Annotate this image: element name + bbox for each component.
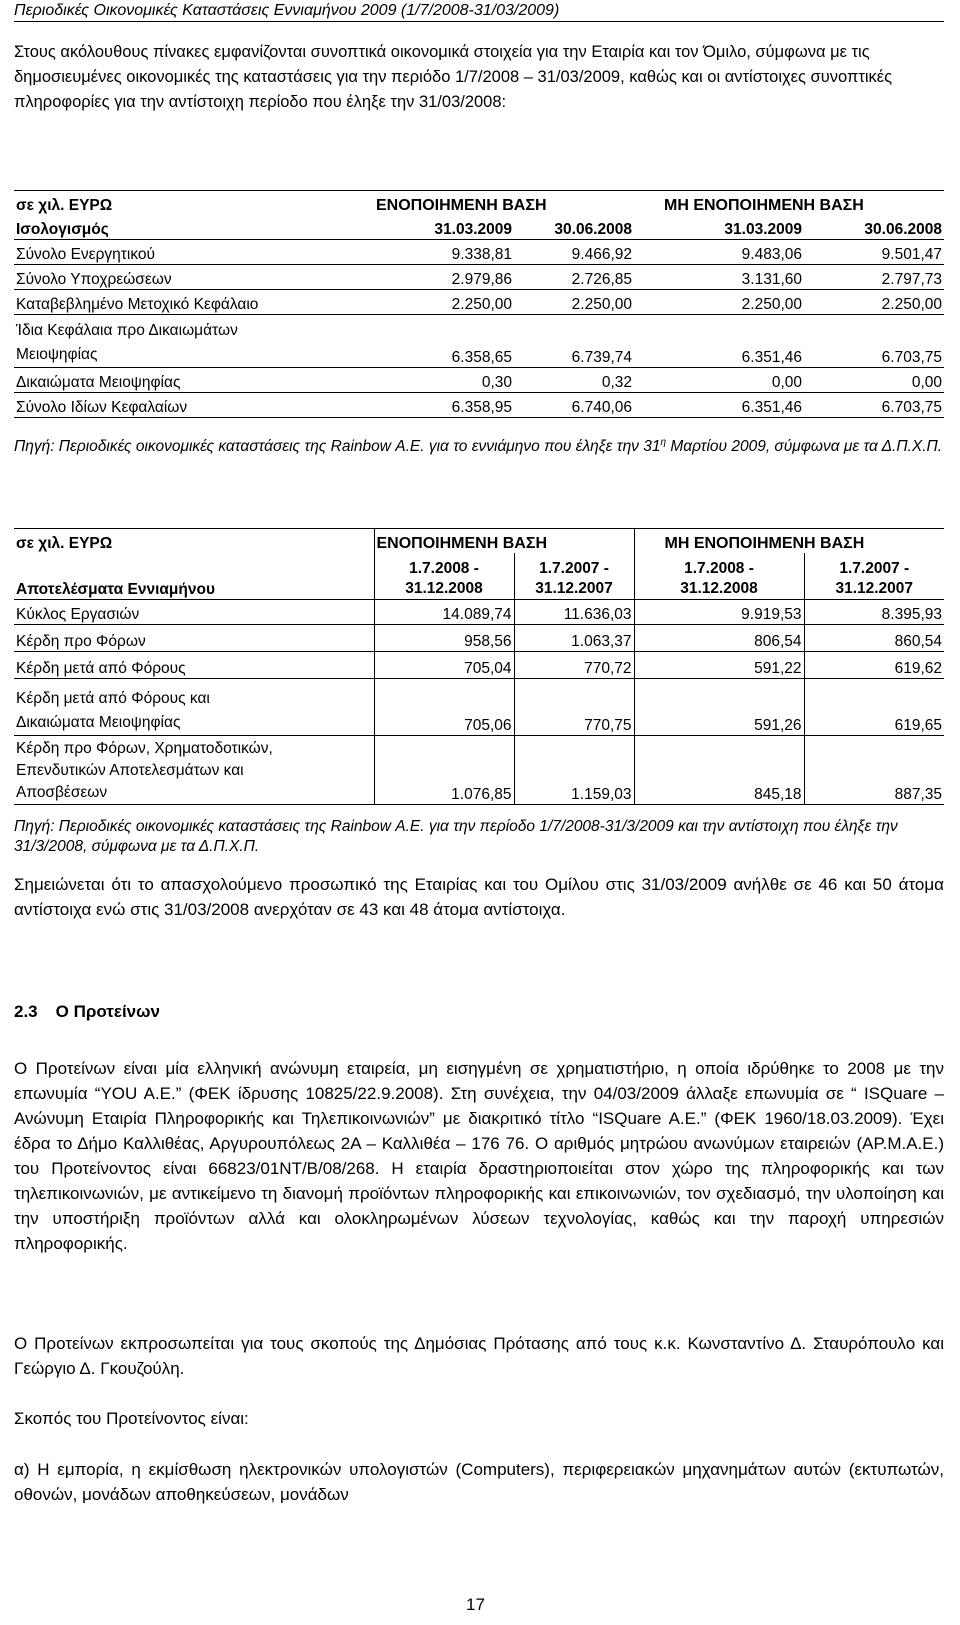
cell-value: 1.076,85 (374, 736, 514, 805)
section-number: 2.3 (14, 1002, 38, 1021)
cell-value: 2.797,73 (804, 265, 944, 290)
company-description-paragraph: Ο Προτείνων είναι μία ελληνική ανώνυμη εταιρεία, μη εισηγμένη σε χρηματιστήριο, η οποία ιδρύθηκε το 2008 με την επωνυμία “YOU A.E.” (ΦΕΚ ίδρυσης 10825/22.9.2008). Στη συνέχεια, την 04/03/2009 άλλαξε επωνυμία σε “ ISQuare – Ανώνυμη Εταιρία Πληροφορικής και Τηλεπικοινωνιών” με διακριτικό τίτλο “ISQuare A.E.” (ΦΕΚ 1960/18.03.2009). Έχει έδρα το Δήμο Καλλιθέας, Αργυρουπόλεως 2Α – Καλλιθέα – 176 76. Ο αριθμός μητρώου ανωνύμων εταιρειών (ΑΡ.Μ.Α.Ε.) του Προτείνοντος είναι 66823/01ΝΤ/Β/08/268. Η εταιρία δραστηριοποιείται στον χώρο της πληροφορικής και των τηλεπικοινωνιών, με αντικείμενο τη διανομή προϊόντων πληροφορικής και επικοινωνιών, τον σχεδιασμό, την υλοποίηση και την υποστήριξη προϊόντων αλλά και ολοκληρωμένων λύσεων τεχνολογίας, καθώς και την παροχή υπηρεσιών πληροφορικής. (14, 1059, 944, 1253)
cell-value: 806,54 (634, 625, 804, 652)
cell-value: 958,56 (374, 625, 514, 652)
column-header: 31.03.2009 (374, 215, 514, 240)
column-header (634, 553, 804, 600)
row-label: Καταβεβλημένο Μετοχικό Κεφάλαιο (14, 290, 374, 315)
column-header-line: 31.12.2008 (405, 580, 483, 597)
cell-value: 2.250,00 (804, 290, 944, 315)
cell-value: 1.159,03 (514, 736, 634, 805)
table-row (14, 679, 944, 736)
cell-value: 0,30 (374, 368, 514, 393)
cell-value: 2.250,00 (514, 290, 634, 315)
cell-value: 6.358,95 (374, 393, 514, 418)
cell-value: 6.703,75 (804, 315, 944, 368)
table-row (14, 290, 944, 315)
column-header-line: 31.12.2007 (835, 580, 914, 597)
representation-paragraph: Ο Προτείνων εκπροσωπείται για τους σκοπούς της Δημόσιας Πρότασης από τους κ.κ. Κωνσταντίνο Δ. Σταυρόπουλο και Γεώργιο Δ. Γκουζούλη. (14, 1334, 944, 1378)
group-non-consolidated-header: ΜΗ ΕΝΟΠΟΙΗΜΕΝΗ ΒΑΣΗ (634, 191, 944, 216)
column-header (804, 553, 944, 600)
column-header-line: 1.7.2007 - (539, 560, 609, 577)
row-label: Σύνολο Ιδίων Κεφαλαίων (14, 393, 374, 418)
cell-value: 6.740,06 (514, 393, 634, 418)
cell-value: 591,22 (634, 652, 804, 679)
table-row (14, 600, 944, 625)
group-non-consolidated-header: ΜΗ ΕΝΟΠΟΙΗΜΕΝΗ ΒΑΣΗ (634, 529, 944, 554)
cell-value: 6.703,75 (804, 393, 944, 418)
section-title: Ο Προτείνων (55, 1002, 160, 1021)
row-label-line: Κέρδη προ Φόρων, Χρηματοδοτικών, (16, 740, 273, 757)
source-text: Πηγή: Περιοδικές οικονομικές καταστάσεις της Rainbow Α.Ε. για το εννιάμηνο που έληξε την 31 (14, 438, 661, 456)
unit-label: σε χιλ. ΕΥΡΩ (14, 191, 374, 216)
cell-value: 9.919,53 (634, 600, 804, 625)
row-label (14, 679, 374, 736)
row-label-line: Ίδια Κεφάλαια προ Δικαιωμάτων (16, 322, 238, 339)
column-header: 30.06.2008 (804, 215, 944, 240)
cell-value: 591,26 (634, 679, 804, 736)
table-row (14, 393, 944, 418)
cell-value: 619,65 (804, 679, 944, 736)
row-label (14, 315, 374, 368)
column-header-line: 1.7.2008 - (409, 560, 479, 577)
cell-value: 2.726,85 (514, 265, 634, 290)
column-header (514, 553, 634, 600)
cell-value: 9.466,92 (514, 240, 634, 265)
cell-value: 845,18 (634, 736, 804, 805)
cell-value: 619,62 (804, 652, 944, 679)
column-header-line: 31.12.2008 (680, 580, 758, 597)
cell-value: 11.636,03 (514, 600, 634, 625)
table-row (14, 265, 944, 290)
staff-note-paragraph: Σημειώνεται ότι το απασχολούμενο προσωπικό της Εταιρίας και του Ομίλου στις 31/03/2009 ανήλθε σε 46 και 50 άτομα αντίστοιχα ενώ στις 31/03/2008 ανερχόταν σε 43 και 48 άτομα αντίστοιχα. (14, 875, 944, 919)
column-header-line: 1.7.2007 - (839, 560, 910, 577)
cell-value: 0,00 (804, 368, 944, 393)
cell-value: 9.338,81 (374, 240, 514, 265)
purpose-intro-paragraph: Σκοπός του Προτείνοντος είναι: (14, 1409, 249, 1428)
cell-value: 0,00 (634, 368, 804, 393)
source-superscript: η (660, 437, 667, 448)
page-number: 17 (466, 1595, 485, 1614)
group-consolidated-header: ΕΝΟΠΟΙΗΜΕΝΗ ΒΑΣΗ (374, 191, 634, 216)
cell-value: 860,54 (804, 625, 944, 652)
cell-value: 2.979,86 (374, 265, 514, 290)
cell-value: 0,32 (514, 368, 634, 393)
row-label (14, 736, 374, 805)
cell-value: 9.483,06 (634, 240, 804, 265)
intro-paragraph: Στους ακόλουθους πίνακες εμφανίζονται συνοπτικά οικονομικά στοιχεία για την Εταιρία και τον Όμιλο, σύμφωνα με τις δημοσιευμένες οικονομικές της καταστάσεις για την περιόδο 1/7/2008 – 31/03/2009, καθώς και οι αντίστοιχες συνοπτικές πληροφορίες για την αντίστοιχη περίοδο που έληξε την 31/03/2008: (14, 43, 893, 111)
cell-value: 9.501,47 (804, 240, 944, 265)
cell-value: 6.351,46 (634, 393, 804, 418)
table-row (14, 368, 944, 393)
cell-value: 8.395,93 (804, 600, 944, 625)
row-label-line: Μειοψηφίας (16, 346, 98, 363)
table-source-note (14, 433, 944, 457)
row-label-line: Επενδυτικών Αποτελεσμάτων και (16, 762, 244, 779)
balance-sheet-table (14, 190, 944, 418)
cell-value: 705,04 (374, 652, 514, 679)
table-row (14, 736, 944, 805)
row-label: Σύνολο Υποχρεώσεων (14, 265, 374, 290)
row-label: Κύκλος Εργασιών (14, 600, 374, 625)
table-row (14, 315, 944, 368)
cell-value: 2.250,00 (374, 290, 514, 315)
row-label: Κέρδη μετά από Φόρους (14, 652, 374, 679)
row-label: Κέρδη προ Φόρων (14, 625, 374, 652)
column-header (374, 553, 514, 600)
column-header-line: 1.7.2008 - (684, 560, 754, 577)
cell-value: 3.131,60 (634, 265, 804, 290)
section-heading (14, 1002, 160, 1022)
table-label: Ισολογισμός (14, 215, 374, 240)
row-label-line: Αποσβέσεων (16, 784, 108, 801)
row-label: Δικαιώματα Μειοψηφίας (14, 368, 374, 393)
purpose-item-paragraph: α) Η εμπορία, η εκμίσθωση ηλεκτρονικών υπολογιστών (Computers), περιφερειακών μηχανημάτων αυτών (εκτυπωτών, οθονών, μονάδων αποθηκεύσεων, μονάδων (14, 1460, 944, 1504)
cell-value: 2.250,00 (634, 290, 804, 315)
column-header: 30.06.2008 (514, 215, 634, 240)
column-header-line: 31.12.2007 (535, 580, 613, 597)
table-row (14, 652, 944, 679)
table-row (14, 240, 944, 265)
table-label: Αποτελέσματα Εννιαμήνου (14, 553, 374, 600)
results-table (14, 528, 944, 805)
cell-value: 705,06 (374, 679, 514, 736)
cell-value: 1.063,37 (514, 625, 634, 652)
cell-value: 6.739,74 (514, 315, 634, 368)
cell-value: 6.351,46 (634, 315, 804, 368)
page-header: Περιοδικές Οικονομικές Καταστάσεις Εννιαμήνου 2009 (1/7/2008-31/03/2009) (14, 2, 944, 22)
column-header: 31.03.2009 (634, 215, 804, 240)
table-row (14, 625, 944, 652)
table-source-note: Πηγή: Περιοδικές οικονομικές καταστάσεις της Rainbow Α.Ε. για την περίοδο 1/7/2008-31/3/2009 και την αντίστοιχη που έληξε την 31/3/2008, σύμφωνα με τα Δ.Π.Χ.Π. (14, 818, 898, 855)
group-consolidated-header: ΕΝΟΠΟΙΗΜΕΝΗ ΒΑΣΗ (374, 529, 634, 554)
cell-value: 6.358,65 (374, 315, 514, 368)
unit-label: σε χιλ. ΕΥΡΩ (14, 529, 374, 554)
row-label-line: Δικαιώματα Μειοψηφίας (16, 714, 181, 731)
source-text: Μαρτίου 2009, σύμφωνα με τα Δ.Π.Χ.Π. (666, 438, 943, 456)
cell-value: 887,35 (804, 736, 944, 805)
cell-value: 770,72 (514, 652, 634, 679)
cell-value: 770,75 (514, 679, 634, 736)
row-label-line: Κέρδη μετά από Φόρους και (16, 690, 210, 707)
cell-value: 14.089,74 (374, 600, 514, 625)
row-label: Σύνολο Ενεργητικού (14, 240, 374, 265)
